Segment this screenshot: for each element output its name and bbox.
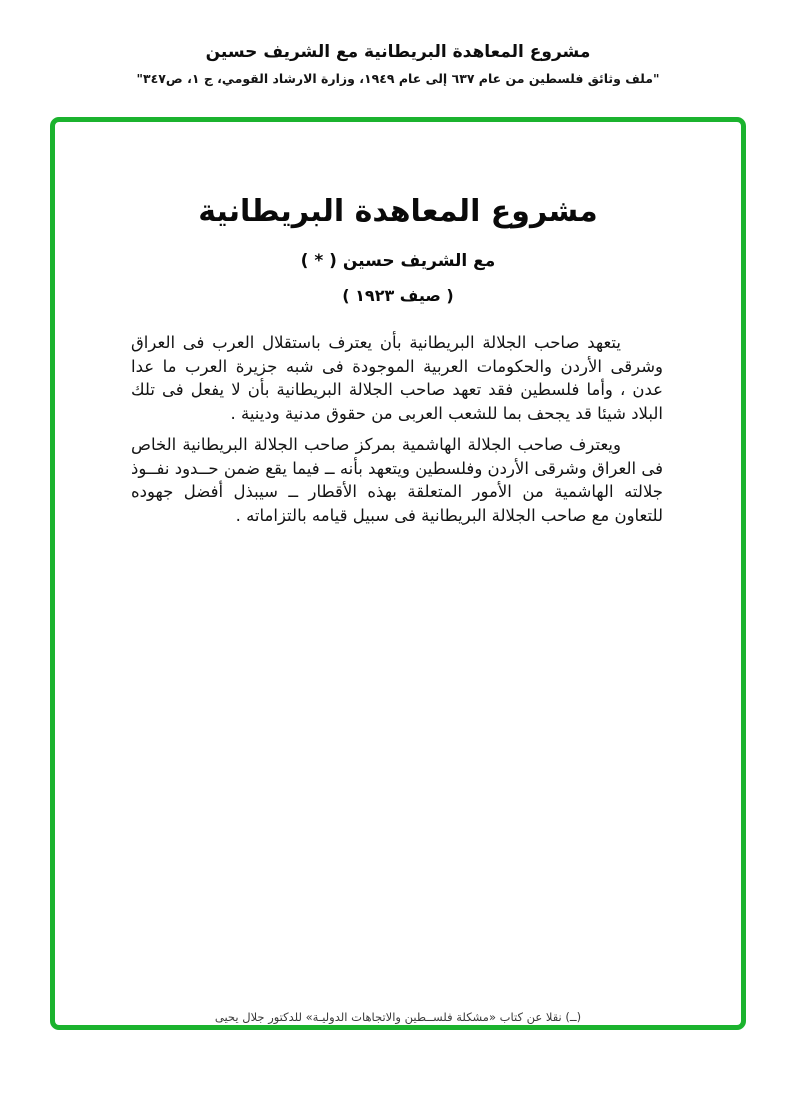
footnote: (ــ) نقلا عن كتاب «مشكلة فلســطين والاتجاهات الدوليـة» للدكتور جلال يحيى <box>214 1010 582 1024</box>
page-header <box>0 42 796 86</box>
paragraph: ويعترف صاحب الجلالة الهاشمية بمركز صاحب الجلالة البريطانية الخاص فى العراق وشرقى الأردن وفلسطين ويتعهد بأنه ــ فيما يقع ضمن حــدود نفــوذ جلالته الهاشمية من الأمور المتعلقة بهذه الأقطار ــ سيبذل أفضل جهوده للتعاون مع صاحب الجلالة البريطانية فى سبيل قيامه بالتزاماته . <box>131 435 663 525</box>
document-date: ( صيف ١٩٢٣ ) <box>342 286 454 305</box>
paragraph: يتعهد صاحب الجلالة البريطانية بأن يعترف باستقلال العرب فى العراق وشرقى الأردن والحكومات العربية الموجودة فى شبه جزيرة العرب ما عدا عدن ، وأما فلسطين فقد تعهد صاحب الجلالة البريطانية بأن لا يفعل فى تلك البلاد شيئا قد يجحف بما للشعب العربى من حقوق مدنية ودينية . <box>131 333 663 423</box>
document-subtitle: مع الشريف حسين ( * ) <box>300 251 496 271</box>
document-body <box>131 331 663 527</box>
document-title: مشروع المعاهدة البريطانية <box>198 194 598 229</box>
green-frame <box>50 117 746 1030</box>
document-content <box>55 194 741 1097</box>
page-title: مشروع المعاهدة البريطانية مع الشريف حسين <box>205 42 591 62</box>
source-citation: "ملف وثائق فلسطين من عام ٦٣٧ إلى عام ١٩٤٩، وزارة الارشاد القومي، ج ١، ص٣٤٧" <box>136 71 660 86</box>
